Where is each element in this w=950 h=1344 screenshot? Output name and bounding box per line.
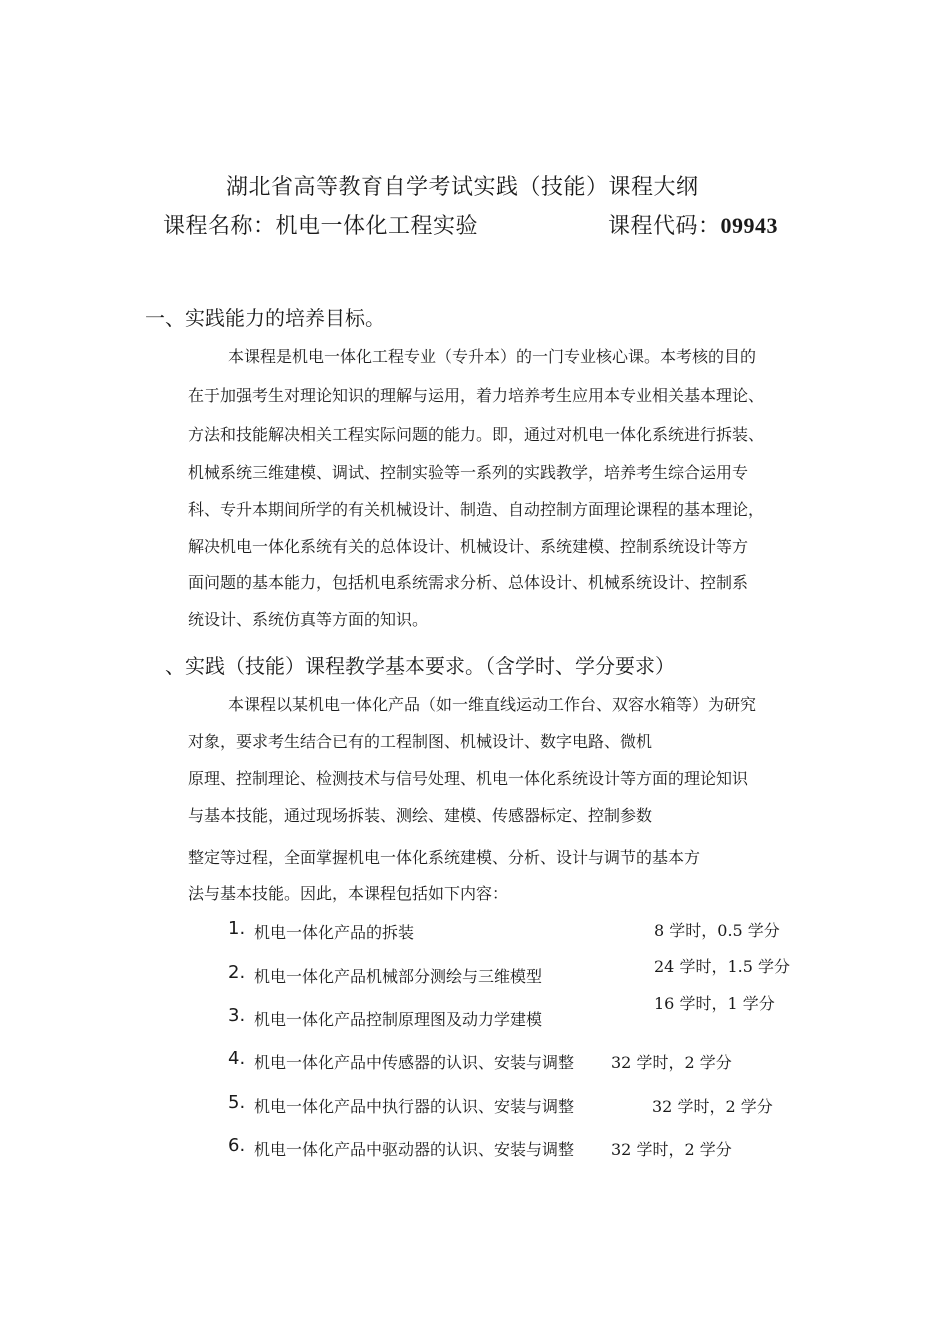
- list-item-number: 5.: [228, 1092, 246, 1113]
- list-item-text: 机电一体化产品中驱动器的认识、安装与调整: [254, 1140, 575, 1159]
- course-code-value: 09943: [720, 213, 779, 238]
- course-code: [608, 209, 778, 240]
- list-item-number: 4.: [228, 1048, 246, 1069]
- section2-line: 法与基本技能。因此，本课程包括如下内容：: [188, 884, 509, 903]
- list-item-text: 机电一体化产品机械部分测绘与三维模型: [254, 967, 543, 986]
- section1-line: 机械系统三维建模、调试、控制实验等一系列的实践教学，培养考生综合运用专: [188, 463, 749, 482]
- list-item-hours: 32 学时，2 学分: [652, 1097, 773, 1116]
- list-item-hours: 32 学时，2 学分: [611, 1140, 732, 1159]
- section1-line: 统设计、系统仿真等方面的知识。: [188, 610, 429, 629]
- list-item-number: 6.: [228, 1135, 246, 1156]
- document-title: 湖北省高等教育自学考试实践（技能）课程大纲: [226, 175, 699, 200]
- section2-line: 本课程以某机电一体化产品（如一维直线运动工作台、双容水箱等）为研究: [228, 695, 757, 714]
- section1-line: 在于加强考生对理论知识的理解与运用，着力培养考生应用本专业相关基本理论、: [188, 386, 765, 405]
- list-item-hours: 8 学时，0.5 学分: [654, 921, 780, 940]
- section2-line: 原理、控制理论、检测技术与信号处理、机电一体化系统设计等方面的理论知识: [188, 769, 749, 788]
- section2-heading: 、实践（技能）课程教学基本要求。（含学时、学分要求）: [165, 654, 675, 678]
- list-item-number: 1.: [228, 918, 246, 939]
- section2-line: 整定等过程，全面掌握机电一体化系统建模、分析、设计与调节的基本方: [188, 848, 701, 867]
- list-item-text: 机电一体化产品中执行器的认识、安装与调整: [254, 1097, 575, 1116]
- list-item-text: 机电一体化产品中传感器的认识、安装与调整: [254, 1053, 575, 1072]
- list-item-hours: 24 学时，1.5 学分: [654, 957, 790, 976]
- list-item-text: 机电一体化产品控制原理图及动力学建模: [254, 1010, 543, 1029]
- section1-line: 解决机电一体化系统有关的总体设计、机械设计、系统建模、控制系统设计等方: [188, 537, 749, 556]
- section1-line: 方法和技能解决相关工程实际问题的能力。即，通过对机电一体化系统进行拆装、: [188, 425, 765, 444]
- section1-line: 面问题的基本能力，包括机电系统需求分析、总体设计、机械系统设计、控制系: [188, 573, 749, 592]
- list-item-number: 2.: [228, 962, 246, 983]
- list-item-hours: 16 学时，1 学分: [654, 994, 775, 1013]
- course-name: 课程名称：机电一体化工程实验: [163, 214, 479, 239]
- section1-heading: 一、实践能力的培养目标。: [145, 306, 385, 330]
- section2-line: 与基本技能，通过现场拆装、测绘、建模、传感器标定、控制参数: [188, 806, 653, 825]
- list-item-text: 机电一体化产品的拆装: [254, 923, 415, 942]
- list-item-number: 3.: [228, 1005, 246, 1026]
- course-code-label: 课程代码：: [608, 214, 721, 239]
- section1-line: 科、专升本期间所学的有关机械设计、制造、自动控制方面理论课程的基本理论，: [188, 500, 765, 519]
- list-item-hours: 32 学时，2 学分: [611, 1053, 732, 1072]
- section1-line: 本课程是机电一体化工程专业（专升本）的一门专业核心课。本考核的目的: [228, 347, 757, 366]
- section2-line: 对象，要求考生结合已有的工程制图、机械设计、数字电路、微机: [188, 732, 653, 751]
